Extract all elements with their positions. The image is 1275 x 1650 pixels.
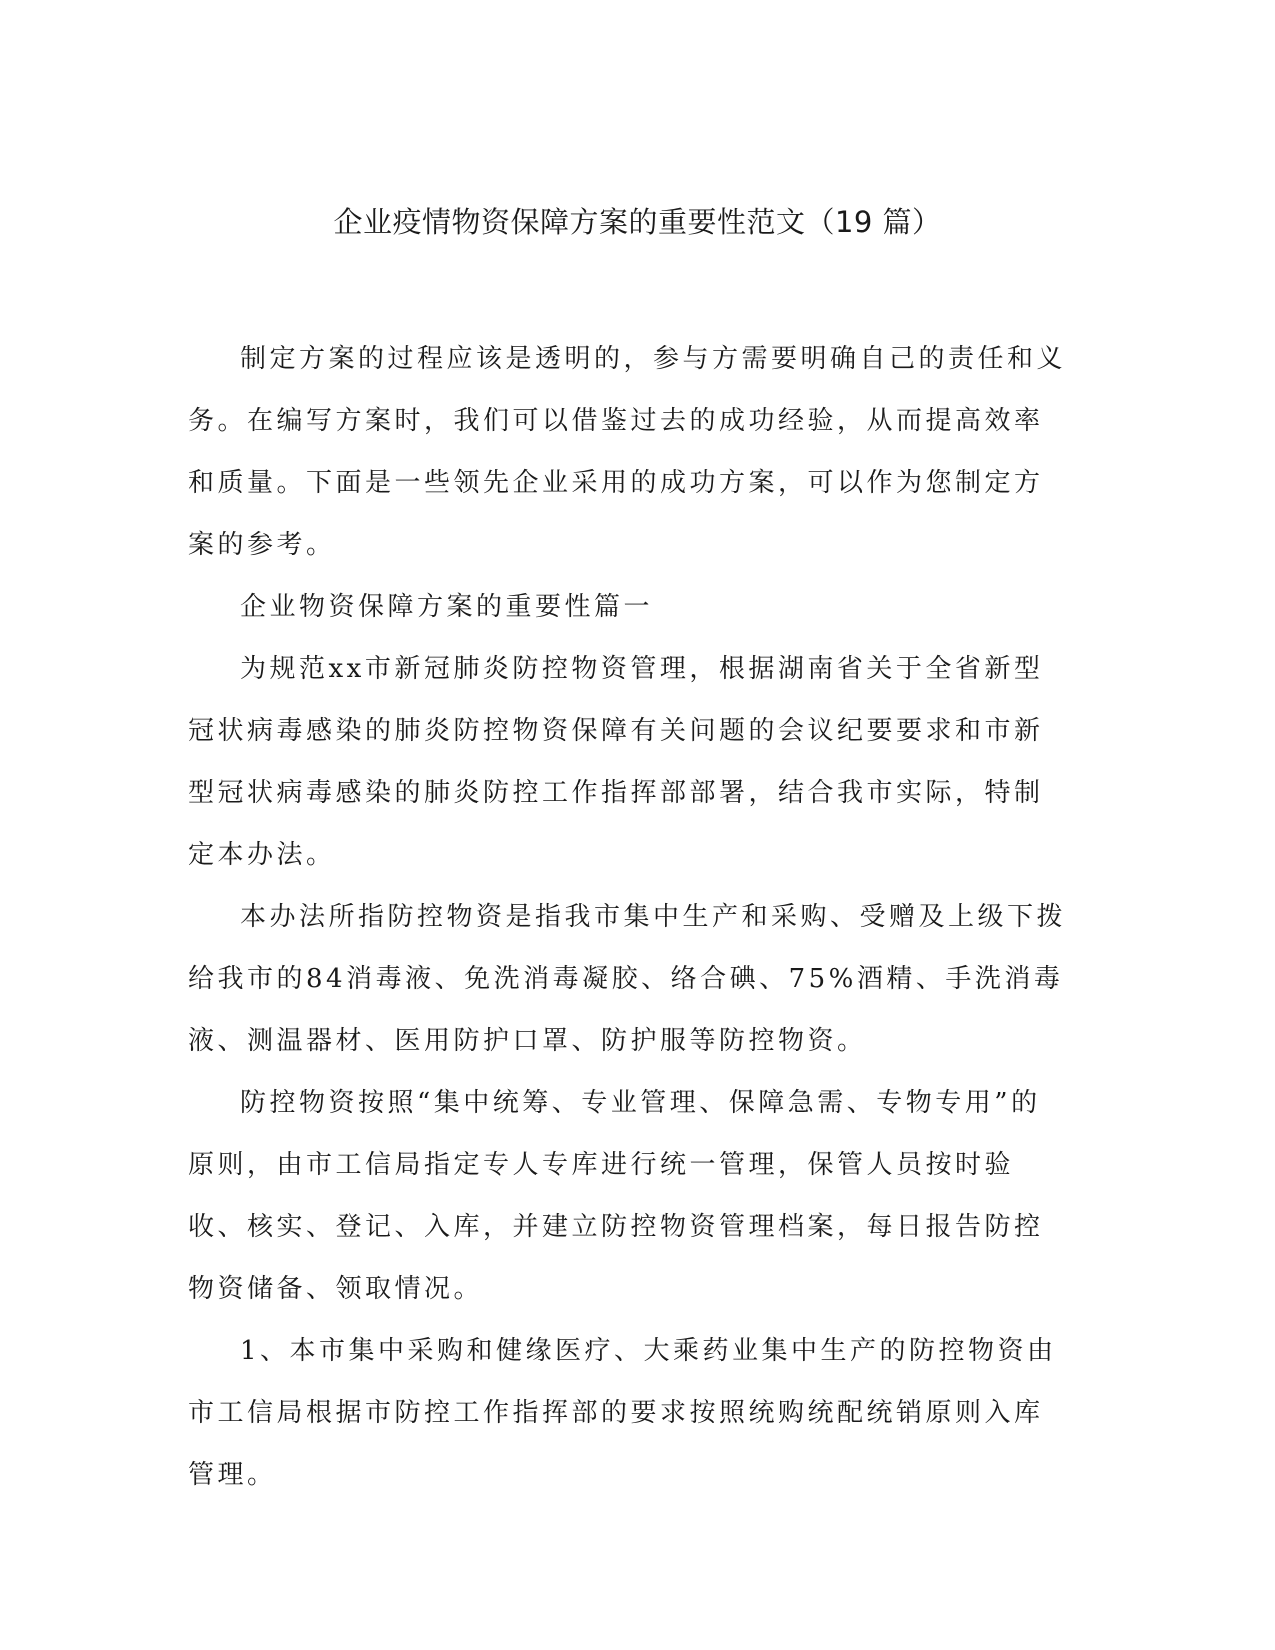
paragraph-purpose: 为规范xx市新冠肺炎防控物资管理，根据湖南省关于全省新型冠状病毒感染的肺炎防控物资保障有关问题的会议纪要要求和市新型冠状病毒感染的肺炎防控工作指挥部部署，结合我市实际，特制定本办法。	[188, 654, 1044, 870]
section-heading: 企业物资保障方案的重要性篇一	[240, 592, 654, 622]
paragraph-principle: 防控物资按照“集中统筹、专业管理、保障急需、专物专用”的原则，由市工信局指定专人专库进行统一管理，保管人员按时验收、核实、登记、入库，并建立防控物资管理档案，每日报告防控物资储备、领取情况。	[188, 1088, 1044, 1304]
document-body	[188, 328, 1068, 1506]
paragraph-item-1: 1、本市集中采购和健缘医疗、大乘药业集中生产的防控物资由市工信局根据市防控工作指挥部的要求按照统购统配统销原则入库管理。	[188, 1336, 1057, 1490]
document-title: 企业疫情物资保障方案的重要性范文（19 篇）	[333, 205, 942, 239]
paragraph-intro: 制定方案的过程应该是透明的，参与方需要明确自己的责任和义务。在编写方案时，我们可以借鉴过去的成功经验，从而提高效率和质量。下面是一些领先企业采用的成功方案，可以作为您制定方案的参考。	[188, 344, 1067, 560]
paragraph-scope: 本办法所指防控物资是指我市集中生产和采购、受赠及上级下拨给我市的84消毒液、免洗消毒凝胶、络合碘、75%酒精、手洗消毒液、测温器材、医用防护口罩、防护服等防控物资。	[188, 902, 1067, 1056]
